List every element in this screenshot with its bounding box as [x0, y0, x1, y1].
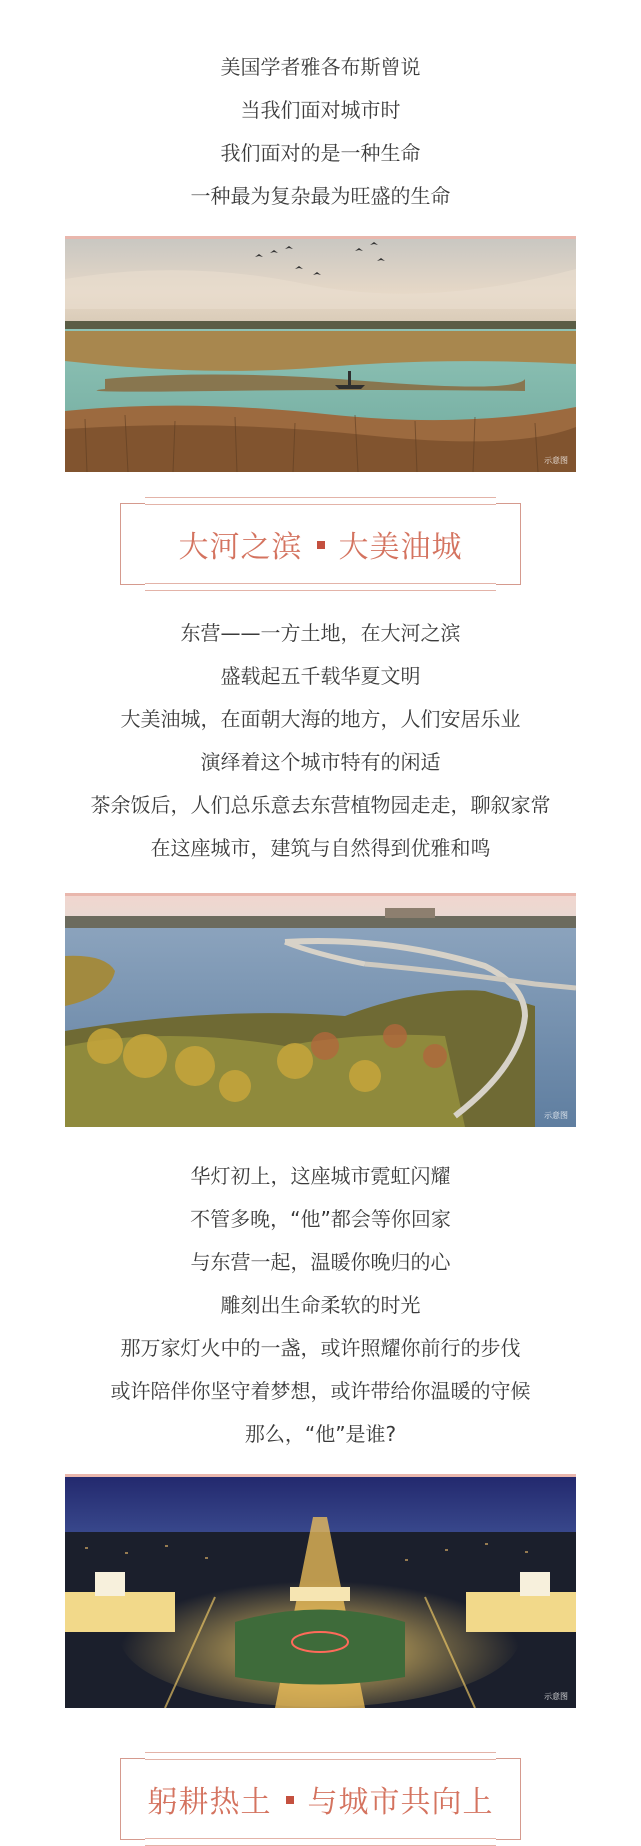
section1-text	[0, 612, 641, 870]
wetland-image	[65, 239, 576, 472]
photo-tag: 示意图	[544, 1692, 568, 1701]
section1-line: 大美油城，在面朝大海的地方，人们安居乐业	[120, 707, 521, 731]
intro-text	[0, 46, 641, 218]
section1-line: 茶余饭后，人们总乐意去东营植物园走走，聊叙家常	[90, 793, 551, 817]
lake-boardwalk-photo	[65, 893, 576, 1127]
intro-line: 一种最为复杂最为旺盛的生命	[190, 184, 451, 208]
banner-bottom-bar	[145, 583, 496, 591]
lake-image	[65, 896, 576, 1127]
intro-line: 当我们面对城市时	[240, 98, 401, 122]
banner-bottom-bar	[145, 1838, 496, 1846]
banner-title-left: 大河之滨	[178, 530, 303, 565]
banner-title-left: 躬耕热土	[147, 1785, 272, 1820]
separator-dot-icon	[317, 541, 325, 549]
banner-top-bar	[145, 497, 496, 505]
section-banner-1	[120, 503, 521, 585]
section2-line: 那万家灯火中的一盏，或许照耀你前行的步伐	[120, 1336, 521, 1360]
section2-line: 与东营一起，温暖你晚归的心	[190, 1250, 451, 1274]
section-banner-2	[120, 1758, 521, 1840]
photo-tag: 示意图	[544, 456, 568, 465]
wetland-photo	[65, 236, 576, 472]
intro-line: 美国学者雅各布斯曾说	[220, 55, 421, 79]
banner-title	[121, 504, 520, 584]
section1-line: 在这座城市，建筑与自然得到优雅和鸣	[150, 836, 491, 860]
section2-line: 不管多晚，“他”都会等你回家	[190, 1207, 451, 1231]
section2-line: 雕刻出生命柔软的时光	[220, 1293, 421, 1317]
section1-line: 盛载起五千载华夏文明	[220, 664, 421, 688]
banner-title-right: 大美油城	[338, 530, 463, 565]
section2-line: 华灯初上，这座城市霓虹闪耀	[190, 1164, 451, 1188]
section2-text	[0, 1155, 641, 1456]
section1-line: 东营——一方土地，在大河之滨	[180, 621, 461, 645]
night-city-photo	[65, 1474, 576, 1708]
banner-top-bar	[145, 1752, 496, 1760]
banner-title	[121, 1759, 520, 1839]
photo-tag: 示意图	[544, 1111, 568, 1120]
section2-line: 那么，“他”是谁?	[244, 1422, 397, 1446]
night-city-image	[65, 1477, 576, 1708]
intro-line: 我们面对的是一种生命	[220, 141, 421, 165]
banner-title-right: 与城市共向上	[307, 1785, 494, 1820]
section2-line: 或许陪伴你坚守着梦想，或许带给你温暖的守候	[110, 1379, 531, 1403]
section1-line: 演绎着这个城市特有的闲适	[200, 750, 441, 774]
separator-dot-icon	[286, 1796, 294, 1804]
